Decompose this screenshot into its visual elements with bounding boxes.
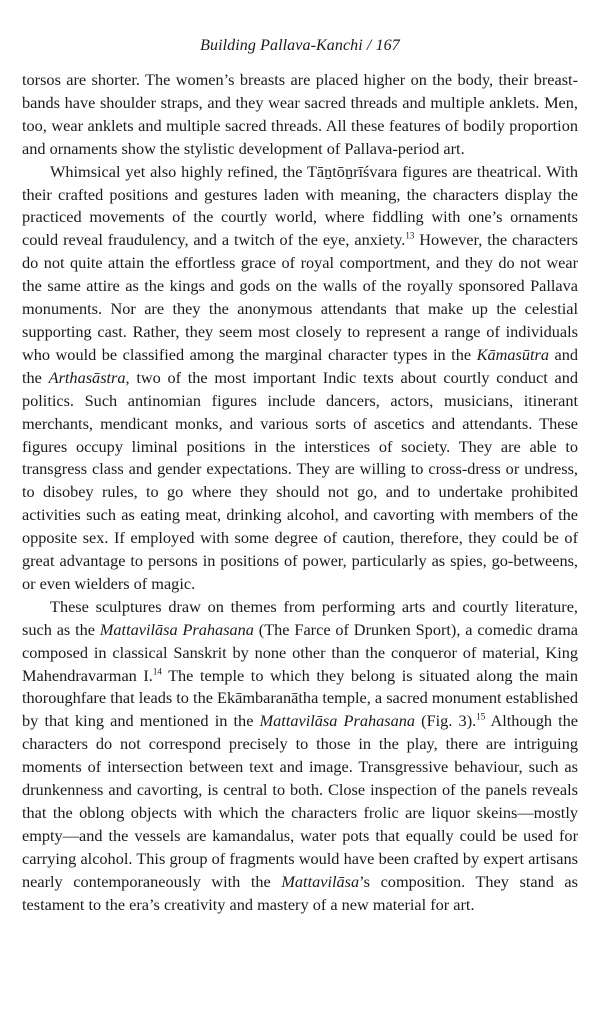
text-run: The temple to which they belong is situated along the main thoroughfare that leads to the Ekāmbaranātha temple, a sacred monument established by that king and mentioned in the [22,665,578,731]
italic-title: Mattavilāsa Prahasana [259,711,416,731]
paragraph [22,161,578,596]
text-run: However, the characters do not quite attain the effortless grace of royal comportment, and they do not wear the same attire as the kings and gods on the walls of the royally sponsored Pallava monuments. Nor are they the anonymous attendants that make up the celestial supporting cast. Rather, they seem most closely to represent a range of individuals who would be classified among the marginal character types in the [22,230,578,364]
footnote-marker: 15 [476,711,486,722]
footnote-marker: 13 [405,230,415,241]
page-number: 167 [375,37,400,54]
running-head-separator: / [362,37,376,54]
paragraph [22,69,578,161]
text-run: These sculptures draw on themes from performing arts and courtly literature, such as the [22,596,578,639]
running-head [22,37,578,55]
text-run: Whimsical yet also highly refined, the Tāṉtōṉrīśvara figures are theatrical. With their crafted positions and gestures laden with meaning, the characters display the practiced movements of the courtly world, where fiddling with one’s ornaments could reveal fraudulency, and a twitch of the eye, anxiety. [22,161,578,250]
text-run: (The Farce of Drunken Sport), a comedic drama composed in classical Sanskrit by none other than the conqueror of material, King Mahendravarman I. [22,619,579,685]
footnote-marker: 14 [152,666,162,677]
italic-title: Kāmasūtra [476,344,549,364]
italic-title: Mattavilāsa [281,871,360,891]
text-run: Although the characters do not correspond precisely to those in the play, there are intriguing moments of intersection between text and image. Transgressive behaviour, such as drunkenness and cavorting, is central to both. Close inspection of the panels reveals that the oblong objects with which the characters frolic are liquor skeins—mostly empty—and the vessels are kamandalus, water pots that equally could be used for carrying alcohol. This group of fragments would have been crafted by expert artisans nearly contemporaneously with the [22,711,579,891]
running-head-title: Building Pallava-Kanchi [200,37,363,54]
text-run: torsos are shorter. The women’s breasts are placed higher on the body, their breast-bands have shoulder straps, and they wear sacred threads and multiple anklets. Men, too, wear anklets and multiple sacred threads. All these features of bodily proportion and ornaments show the stylistic development of Pallava-period art. [22,70,578,158]
paragraph [22,596,578,917]
text-run: and the [22,344,578,387]
italic-title: Mattavilāsa Prahasana [99,619,254,639]
text-run: ’s composition. They stand as testament to the era’s creativity and mastery of a new material for art. [22,871,578,914]
book-page [22,0,578,917]
italic-title: Arthasāstra [48,367,126,387]
text-run: (Fig. 3). [415,711,477,731]
body-text [22,69,578,917]
text-run: , two of the most important Indic texts about courtly conduct and politics. Such antinomian figures include dancers, actors, musicians, itinerant merchants, mendicant monks, and various sorts of ascetics and attendants. These figures occupy liminal positions in the interstices of society. They are able to transgress class and gender expectations. They are willing to cross-dress or undress, to disobey rules, to go where they should not go, and to undertake prohibited activities such as eating meat, drinking alcohol, and cavorting with members of the opposite sex. If employed with some degree of caution, therefore, they could be of great advantage to persons in positions of power, particularly as spies, go-betweens, or even wielders of magic. [22,367,578,593]
